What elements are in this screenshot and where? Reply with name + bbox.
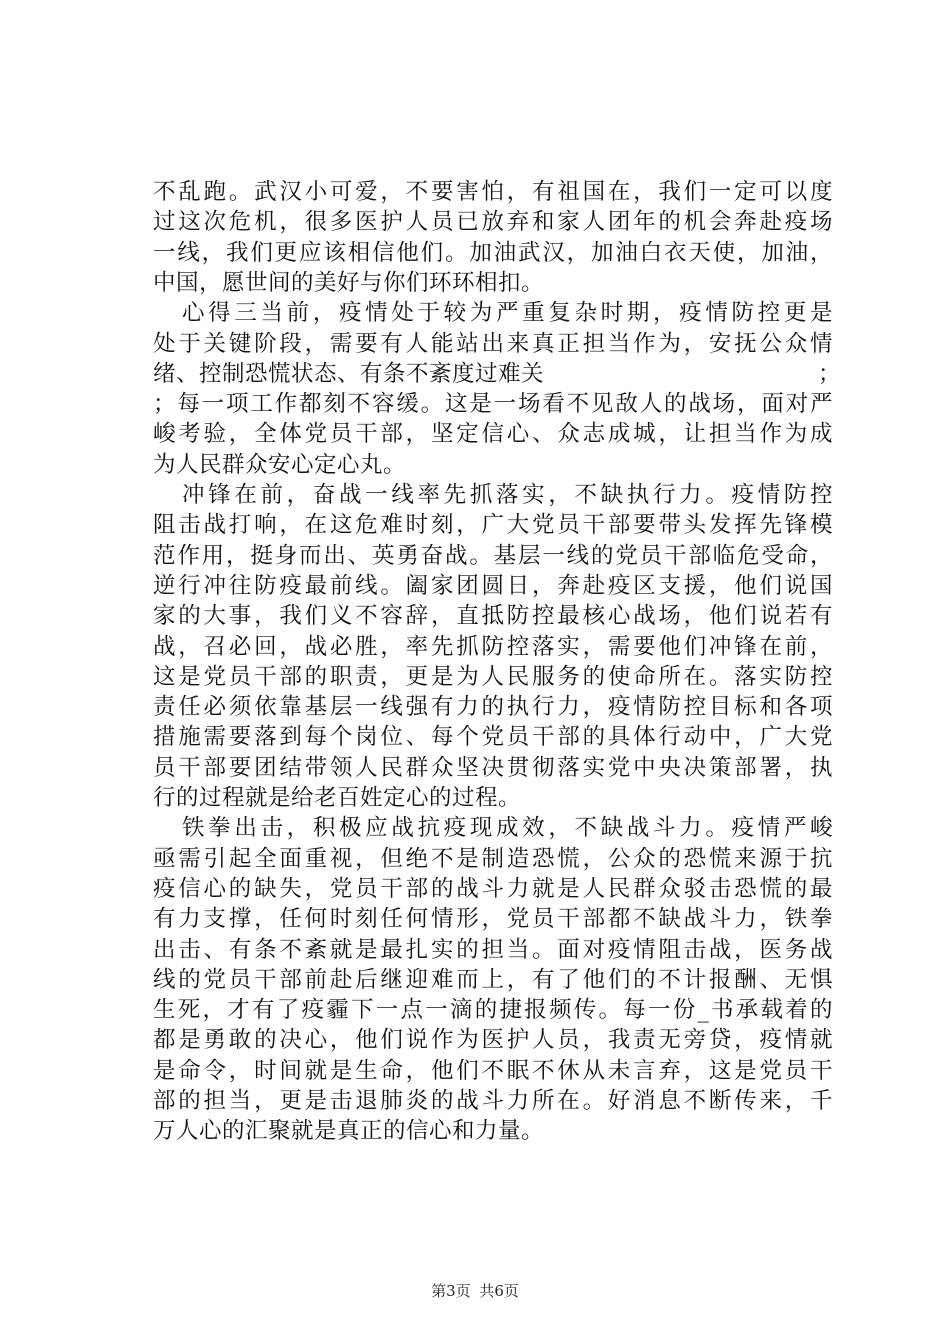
- text-line: 战，召必回，战必胜，率先抓防控落实，需要他们冲锋在前，: [153, 633, 833, 660]
- text-line: 线的党员干部前赴后继迎难而上，有了他们的不计报酬、无惧: [153, 966, 833, 993]
- text-line: ；每一项工作都刻不容缓。这是一场看不见敌人的战场，面对严: [153, 391, 833, 418]
- text-line: 行的过程就是给老百姓定心的过程。: [153, 785, 522, 811]
- text-line: 是命令，时间就是生命，他们不眠不休从未言弃，这是党员干: [153, 1057, 833, 1084]
- semicolon-mark: ；: [818, 360, 841, 387]
- text-line: 都是勇敢的决心，他们说作为医护人员，我责无旁贷，疫情就: [153, 1027, 833, 1054]
- paragraph-start-line: 铁拳出击，积极应战抗疫现成效，不缺战斗力。疫情严峻: [182, 815, 833, 842]
- text-line: 阻击战打响，在这危难时刻，广大党员干部要带头发挥先锋模: [153, 512, 833, 539]
- text-line: 家的大事，我们义不容辞，直抵防控最核心战场，他们说若有: [153, 603, 833, 630]
- text-line: 峻考验，全体党员干部，坚定信心、众志成城，让担当作为成: [153, 421, 833, 448]
- text-line: 这是党员干部的职责，更是为人民服务的使命所在。落实防控: [153, 663, 833, 690]
- text-line: 措施需要落到每个岗位、每个党员干部的具体行动中，广大党: [153, 724, 833, 751]
- text-line: 部的担当，更是击退肺炎的战斗力所在。好消息不断传来，千: [153, 1088, 833, 1114]
- page-total: 共6页: [479, 1282, 519, 1300]
- text-line: 责任必须依靠基层一线强有力的执行力，疫情防控目标和各项: [153, 694, 833, 721]
- text-line: 中国，愿世间的美好与你们环环相扣。: [153, 269, 545, 296]
- page-footer: [0, 1281, 950, 1301]
- text-line: 员干部要团结带领人民群众坚决贯彻落实党中央决策部署，执: [153, 754, 833, 781]
- text-line: 生死，才有了疫霾下一点一滴的捷报频传。每一份_书承载着的: [153, 997, 833, 1024]
- text-line: 处于关键阶段，需要有人能站出来真正担当作为，安抚公众情: [153, 330, 833, 357]
- text-line: 过这次危机，很多医护人员已放弃和家人团年的机会奔赴疫场: [153, 209, 833, 236]
- text-line: 亟需引起全面重视，但绝不是制造恐慌，公众的恐慌来源于抗: [153, 845, 833, 872]
- text-line: 有力支撑，任何时刻任何情形，党员干部都不缺战斗力，铁拳: [153, 906, 833, 933]
- text-line: 不乱跑。武汉小可爱，不要害怕，有祖国在，我们一定可以度: [153, 179, 833, 205]
- text-line: 出击、有条不紊就是最扎实的担当。面对疫情阻击战，医务战: [153, 936, 833, 963]
- text-line: 一线，我们更应该相信他们。加油武汉，加油白衣天使，加油，: [153, 239, 833, 266]
- text-line: 疫信心的缺失，党员干部的战斗力就是人民群众驳击恐慌的最: [153, 875, 833, 902]
- text-line: 范作用，挺身而出、英勇奋战。基层一线的党员干部临危受命，: [153, 542, 833, 569]
- text-line: 万人心的汇聚就是真正的信心和力量。: [153, 1118, 545, 1145]
- paragraph-start-line: 心得三当前，疫情处于较为严重复杂时期，疫情防控更是: [182, 300, 833, 327]
- paragraph-start-line: 冲锋在前，奋战一线率先抓落实，不缺执行力。疫情防控: [182, 482, 833, 508]
- text-line: 逆行冲往防疫最前线。阖家团圆日，奔赴疫区支援，他们说国: [153, 572, 833, 599]
- text-line: 绪、控制恐慌状态、有条不紊度过难关: [153, 360, 545, 387]
- text-line: 为人民群众安心定心丸。: [153, 451, 407, 478]
- page-number: 第3页: [431, 1282, 471, 1300]
